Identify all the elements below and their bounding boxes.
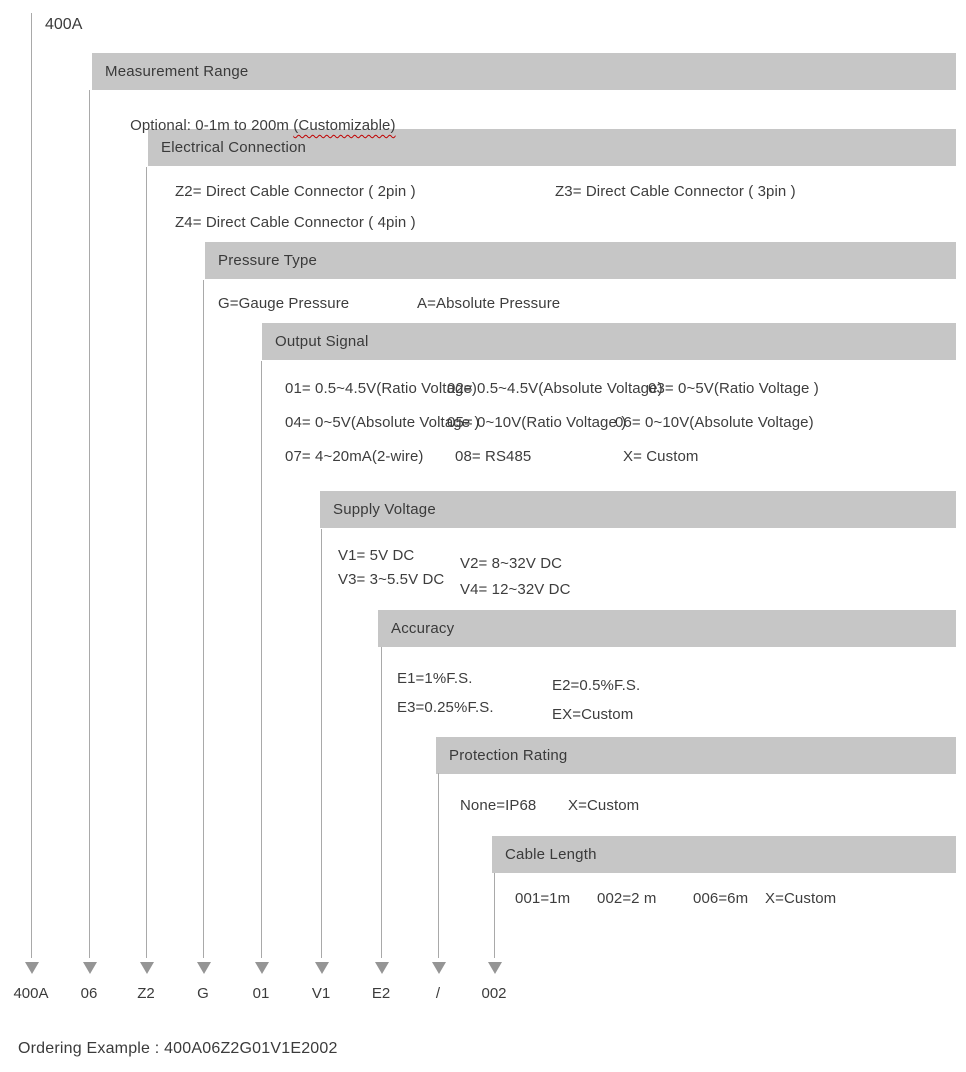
- section-bar-supply-voltage: [320, 491, 956, 528]
- option-output-02: 02= 0.5~4.5V(Absolute Voltage): [447, 380, 663, 397]
- section-title-electrical-connection: Electrical Connection: [161, 139, 307, 156]
- arrow-down-icon: [83, 962, 97, 974]
- section-title-pressure-type: Pressure Type: [218, 252, 318, 269]
- leader-line-supply-voltage: [321, 529, 322, 958]
- section-title-cable-length: Cable Length: [505, 846, 597, 863]
- leader-line-protection-rating: [438, 773, 439, 958]
- leader-line-output-signal: [261, 361, 262, 958]
- code-output-signal: 01: [252, 985, 270, 1002]
- option-output-01: 01= 0.5~4.5V(Ratio Voltage): [285, 380, 478, 397]
- arrow-down-icon: [25, 962, 39, 974]
- option-output-03: 03= 0~5V(Ratio Voltage ): [648, 380, 819, 397]
- leader-line-pressure-type: [203, 280, 204, 958]
- option-e1: E1=1%F.S.: [397, 670, 473, 687]
- option-v3: V3= 3~5.5V DC: [338, 571, 445, 588]
- leader-line-electrical-connection: [146, 167, 147, 958]
- option-cable-002: 002=2 m: [597, 890, 657, 907]
- option-z4: Z4= Direct Cable Connector ( 4pin ): [175, 214, 416, 231]
- option-cable-006: 006=6m: [693, 890, 749, 907]
- section-title-protection-rating: Protection Rating: [449, 747, 568, 764]
- option-z3: Z3= Direct Cable Connector ( 3pin ): [555, 183, 796, 200]
- code-accuracy: E2: [371, 985, 391, 1002]
- option-ex: EX=Custom: [552, 706, 634, 723]
- leader-line-cable-length: [494, 873, 495, 958]
- leader-line-model: [31, 13, 32, 958]
- model-code-label: 400A: [45, 16, 83, 33]
- option-v1: V1= 5V DC: [338, 547, 415, 564]
- option-measurement-range: [113, 100, 396, 151]
- code-supply-voltage: V1: [311, 985, 331, 1002]
- code-pressure-type: G: [197, 985, 209, 1002]
- section-bar-cable-length: [492, 836, 956, 873]
- ordering-example-text: Ordering Example : 400A06Z2G01V1E2002: [18, 1040, 338, 1057]
- option-e3: E3=0.25%F.S.: [397, 699, 494, 716]
- section-bar-pressure-type: [205, 242, 956, 279]
- option-output-06: 06= 0~10V(Absolute Voltage): [615, 414, 814, 431]
- section-title-supply-voltage: Supply Voltage: [333, 501, 436, 518]
- option-cable-001: 001=1m: [515, 890, 571, 907]
- arrow-down-icon: [432, 962, 446, 974]
- code-model: 400A: [13, 985, 49, 1002]
- option-cable-x: X=Custom: [765, 890, 837, 907]
- code-electrical: Z2: [137, 985, 155, 1002]
- option-gauge-pressure: G=Gauge Pressure: [218, 295, 350, 312]
- option-z2: Z2= Direct Cable Connector ( 2pin ): [175, 183, 416, 200]
- arrow-down-icon: [488, 962, 502, 974]
- arrow-down-icon: [140, 962, 154, 974]
- option-customizable-spellcheck: (Customizable): [293, 117, 396, 134]
- option-measurement-range-text: Optional: 0-1m to 200m: [130, 117, 294, 134]
- leader-line-accuracy: [381, 647, 382, 958]
- section-title-accuracy: Accuracy: [391, 620, 455, 637]
- option-output-07: 07= 4~20mA(2-wire): [285, 448, 424, 465]
- section-bar-output-signal: [262, 323, 956, 360]
- section-bar-protection-rating: [436, 737, 956, 774]
- section-bar-measurement-range: [92, 53, 956, 90]
- code-protection-slash: /: [435, 985, 441, 1002]
- option-absolute-pressure: A=Absolute Pressure: [417, 295, 561, 312]
- option-ip68: None=IP68: [460, 797, 537, 814]
- section-bar-accuracy: [378, 610, 956, 647]
- arrow-down-icon: [255, 962, 269, 974]
- section-title-output-signal: Output Signal: [275, 333, 369, 350]
- arrow-down-icon: [197, 962, 211, 974]
- arrow-down-icon: [375, 962, 389, 974]
- code-measurement-range: 06: [80, 985, 98, 1002]
- section-title-measurement-range: Measurement Range: [105, 63, 249, 80]
- option-output-04: 04= 0~5V(Absolute Voltage ): [285, 414, 480, 431]
- code-cable-length: 002: [481, 985, 507, 1002]
- option-output-x: X= Custom: [623, 448, 699, 465]
- option-protection-x: X=Custom: [568, 797, 640, 814]
- option-output-05: 05= 0~10V(Ratio Voltage ): [447, 414, 627, 431]
- option-v2: V2= 8~32V DC: [460, 555, 563, 572]
- option-v4: V4= 12~32V DC: [460, 581, 571, 598]
- leader-line-measurement-range: [89, 90, 90, 958]
- arrow-down-icon: [315, 962, 329, 974]
- option-output-08: 08= RS485: [455, 448, 532, 465]
- option-e2: E2=0.5%F.S.: [552, 677, 641, 694]
